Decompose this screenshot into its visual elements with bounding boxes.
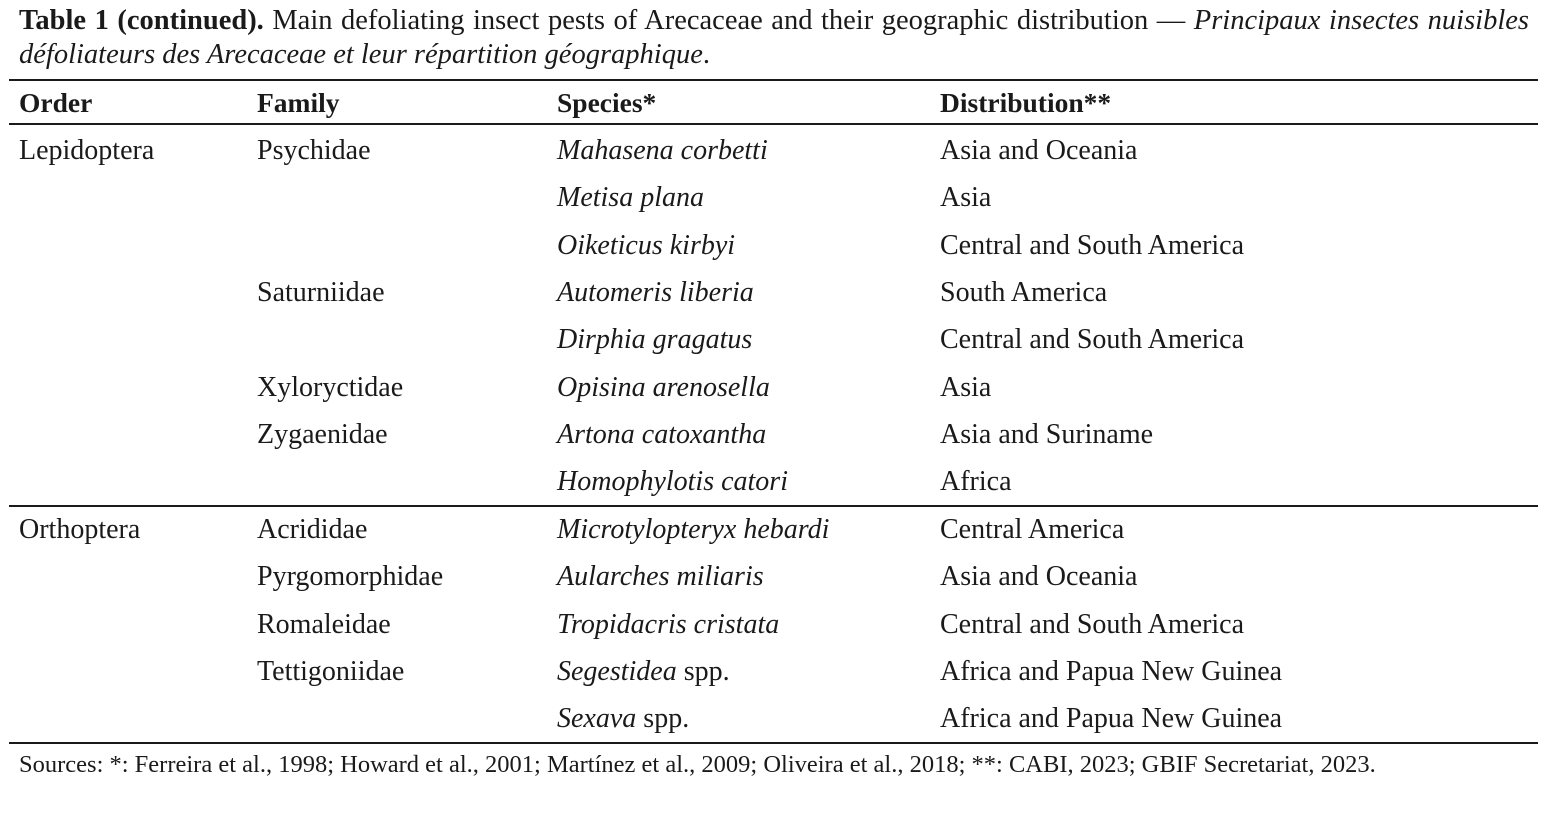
cell-distribution: Central and South America <box>940 324 1245 355</box>
species-name: Microtylopteryx hebardi <box>557 514 830 545</box>
cell-species <box>557 512 829 548</box>
caption-label: Table 1 (continued). <box>19 5 264 36</box>
cell-distribution: Central America <box>940 514 1125 545</box>
cell-species <box>557 370 770 406</box>
species-name: Opisina arenosella <box>557 372 770 403</box>
cell-distribution: Central and South America <box>940 230 1245 261</box>
cell-order: Orthoptera <box>19 514 141 545</box>
cell-family: Zygaenidae <box>257 419 388 450</box>
cell-distribution: Africa <box>940 466 1012 497</box>
cell-species <box>557 180 704 216</box>
species-suffix: spp. <box>636 703 690 734</box>
cell-species <box>557 607 779 643</box>
species-name: Aularches miliaris <box>557 561 764 592</box>
cell-family: Xyloryctidae <box>257 372 404 403</box>
caption-french: Principaux insectes nuisibles défoliateurs des Arecaceae et leur répartition géographique <box>19 5 1529 70</box>
table-caption <box>19 4 1529 72</box>
cell-family: Pyrgomorphidae <box>257 561 444 592</box>
cell-distribution: Africa and Papua New Guinea <box>940 656 1283 687</box>
species-name: Metisa plana <box>557 182 704 213</box>
species-name: Dirphia gragatus <box>557 324 753 355</box>
species-suffix: spp. <box>676 656 730 687</box>
species-name: Artona catoxantha <box>557 419 767 450</box>
cell-species <box>557 701 689 737</box>
species-name: Sexava <box>557 703 637 734</box>
cell-family: Psychidae <box>257 135 371 166</box>
cell-distribution: Asia and Oceania <box>940 561 1138 592</box>
header-family: Family <box>257 87 340 118</box>
cell-family: Romaleidae <box>257 609 391 640</box>
species-name: Mahasena corbetti <box>557 135 768 166</box>
cell-distribution: South America <box>940 277 1108 308</box>
table-top-rule <box>9 79 1538 81</box>
species-name: Automeris liberia <box>557 277 754 308</box>
cell-family: Saturniidae <box>257 277 385 308</box>
cell-species <box>557 464 788 500</box>
cell-species <box>557 417 766 453</box>
table-header-rule <box>9 123 1538 125</box>
cell-family: Acrididae <box>257 514 368 545</box>
species-name: Segestidea <box>557 656 677 687</box>
cell-species <box>557 322 752 358</box>
cell-species <box>557 228 735 264</box>
cell-distribution: Central and South America <box>940 609 1245 640</box>
cell-distribution: Asia and Suriname <box>940 419 1154 450</box>
cell-species <box>557 275 754 311</box>
cell-species <box>557 559 764 595</box>
header-distribution: Distribution** <box>940 87 1112 118</box>
caption-english: Main defoliating insect pests of Arecaceae and their geographic distribution — <box>263 5 1194 36</box>
table-footnote: Sources: *: Ferreira et al., 1998; Howard et al., 2001; Martínez et al., 2009; Oliveira et al., 2018; **: CABI, 2023; GBIF Secretariat, 2023. <box>19 751 1376 778</box>
cell-species <box>557 133 768 169</box>
species-name: Tropidacris cristata <box>557 609 780 640</box>
caption-end: . <box>702 39 710 70</box>
species-name: Oiketicus kirbyi <box>557 230 736 261</box>
cell-distribution: Africa and Papua New Guinea <box>940 703 1283 734</box>
cell-species <box>557 654 730 690</box>
header-order: Order <box>19 87 93 118</box>
species-name: Homophylotis catori <box>557 466 788 497</box>
table-bottom-rule <box>9 742 1538 744</box>
cell-order: Lepidoptera <box>19 135 155 166</box>
cell-distribution: Asia <box>940 182 992 213</box>
header-species: Species* <box>557 87 657 118</box>
cell-family: Tettigoniidae <box>257 656 405 687</box>
group-divider-rule <box>9 505 1538 507</box>
cell-distribution: Asia and Oceania <box>940 135 1138 166</box>
cell-distribution: Asia <box>940 372 992 403</box>
